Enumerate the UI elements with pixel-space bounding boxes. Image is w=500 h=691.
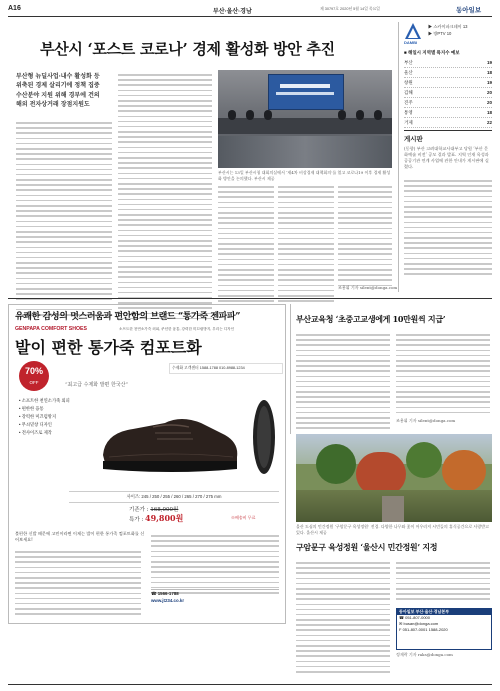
ad-quote: “최고급 수제화 발편 한국산” [65,382,129,388]
deck-line-4: 해외 전자상거래 장점지원도 [16,101,90,109]
issue-date: 제 30797호 2020년 5월 14일 목요일 [320,7,380,11]
row-value: 19 [486,80,492,85]
price-regular-value: 168,000원 [150,507,179,513]
feature-item: • 편한한 융통 [19,406,44,411]
feature-item: • 강력한 미끄럼방지 [19,414,57,419]
culture-body-col1 [296,562,390,676]
page-number: A16 [8,5,21,12]
sidebar-row [404,108,492,118]
row-value: 20 [486,90,492,95]
ad-headline: 유쾌한 감성의 멋스러움과 편안함의 브랜드 “통가죽 젠파파” [15,312,241,322]
logo-sub-1: ▶ 스카이파크데이 13 [428,24,468,29]
masthead-rule [8,16,492,17]
bulletin-text: (동향) 부산 고려대학교사대부고 당원 ‘부산 문화예술 비전’ 공모 결과 발표. 지역 인재 육성과 공공기관 연계 사업에 관한 안내가 게시판에 실렸다. [404,146,489,169]
lead-byline: 조용휘 기자 silent@donga.com [338,285,398,290]
ad-body-right [151,535,279,597]
ad-phone[interactable]: 1566-1788 [157,591,179,596]
logo-mark-icon [404,22,422,40]
row-value: 18 [486,70,492,75]
bulletin-body [404,180,492,279]
row-value: 18 [486,110,492,115]
contact-email[interactable]: busan@donga.com [403,621,439,626]
sidebar-row [404,68,492,78]
deck-line-1: 부산형 뉴딜사업·내수 활성화 등 [16,73,100,80]
shoe-sole-image [249,397,279,477]
garden-caption: 울산 도심의 민간정원 ‘구암문구 육성정원’ 전경. 다양한 나무와 꽃이 어우러져 시민들의 휴식공간으로 사랑받고 있다. 울산시 제공 [296,524,489,535]
row-value: 19 [486,60,492,65]
ad-brand: GENPAPA COMFORT SHOES [15,326,87,332]
sidebar-row [404,78,492,88]
ad-title: 발이 편한 통가죽 컴포트화 [15,338,202,357]
ad-sizes: 사이즈: 245 / 250 / 255 / 260 / 265 / 270 / 275 mm [69,491,279,503]
discount-pct: 70% [24,366,43,376]
mid-rule [8,298,492,299]
lead-body-col2 [118,74,212,323]
row-label: 부산 [404,59,413,65]
edu-body-col1 [296,334,390,433]
sidebar-row [404,118,492,128]
ad-website[interactable]: www.jt234.co.kr [151,598,185,603]
masthead [8,5,492,15]
ad-hotline: 수제화 고객센터 1588-1788 010-8988-1234 [169,363,283,374]
ad-note: ※배송비 무료 [231,515,256,520]
sidebar-row [404,88,492,98]
sidebar-box-rule [404,130,492,131]
lead-deck [16,72,112,110]
row-value: 22 [486,120,492,125]
discount-badge [19,361,49,391]
culture-headline: 구암문구 육성정원 ‘울산시 민간정원’ 지정 [296,542,438,552]
sidebar-row [404,58,492,68]
culture-byline: 정재락 기자 raks@donga.com [396,652,453,657]
culture-body-col2 [396,562,490,604]
contact-box [396,608,492,650]
edu-body-col2 [396,334,490,417]
row-value: 20 [486,100,492,105]
edu-byline: 조용휘 기자 silent@donga.com [396,418,456,423]
row-label: 김해 [404,89,413,95]
sidebar-table [404,58,492,128]
logo-sub-2: ▶ 방PTV 10 [428,31,452,36]
contact-title: 동아일보 부산·울산·경남본부 [397,609,491,615]
row-label: 창원 [404,79,413,85]
sidebar-title: ■ 해일시 지역별 특지수 예보 [404,50,460,55]
section-name: 부산·울산·경남 [213,9,252,15]
price-sale-value: 49,800원 [145,513,184,523]
sidebar-row [404,98,492,108]
fax-label: F [399,627,403,632]
price-regular: 기존가 : 168,000원 [129,507,179,513]
discount-off: OFF [29,380,39,385]
lead-headline: 부산시 ‘포스트 코로나’ 경제 활성화 방안 추진 [40,40,335,58]
edu-divider [290,304,291,434]
ad-body-left [15,551,141,618]
row-label: 거제 [404,119,413,125]
shoe-image [93,393,243,483]
lead-photo-caption: 부산시는 13일 부산시청 대회의실에서 ‘제4차 비상경제 대책회의’를 열고 코로나19 이후 경제 활성화 방안을 논의했다. 부산시 제공 [218,170,391,181]
shoe-ad [8,304,286,624]
lead-body-col5 [338,186,392,290]
garden-photo [296,434,492,522]
sidebar-logo-block [404,20,492,48]
paper-name: 동아일보 [456,7,482,14]
phone-icon: ☎ [399,615,406,620]
row-label: 울산 [404,69,413,75]
lead-photo [218,70,392,168]
contact-tel[interactable]: 051-807-0000 [405,615,431,620]
lead-body-col4 [278,186,334,305]
ad-footer: ☎ 1566-1788 www.jt234.co.kr [151,589,279,618]
ad-tagline: 불편한 신발 때문에 고민이라면 이제는 발이 편한 통가죽 컴포트화를 신어보세요! [15,531,145,542]
ad-features [19,397,89,437]
contact-ad-tel[interactable]: 1588-2020 [428,627,448,632]
row-label: 진주 [404,99,413,105]
price-block [129,505,229,524]
mail-icon: ✉ [399,621,404,626]
lead-body-col3 [218,186,274,305]
feature-item: • 전사이즈로 제작 [19,430,52,435]
feature-item: • 무쇠밑창 디자인 [19,422,52,427]
deck-line-2: 위축된 경제 살리기에 정책 집중 [16,82,100,90]
row-label: 통영 [404,109,413,115]
contact-fax[interactable]: 051-807-0001 [402,627,428,632]
edu-headline: 부산교육청 ‘초중고교생에게 10만원씩 지급’ [296,314,446,324]
weather-logo: DAMBI [404,40,418,45]
lead-body-col1 [16,122,112,319]
bottom-rule [8,684,492,685]
feature-item: • 소프트한 천연소가죽 외피 [19,398,70,403]
bulletin-title: 게시판 [404,136,423,143]
ad-brand-desc: 소프트한 천연소가죽 외피, 쿠션한 융통, 강력한 미끄럼방지, 우리는 디자인 [119,327,235,331]
sidebar-divider [398,22,399,292]
deck-line-3: 수산분야 지원 위해 경부에 건의 [16,91,100,99]
price-sale: 특가 : 49,800원 [129,513,184,523]
